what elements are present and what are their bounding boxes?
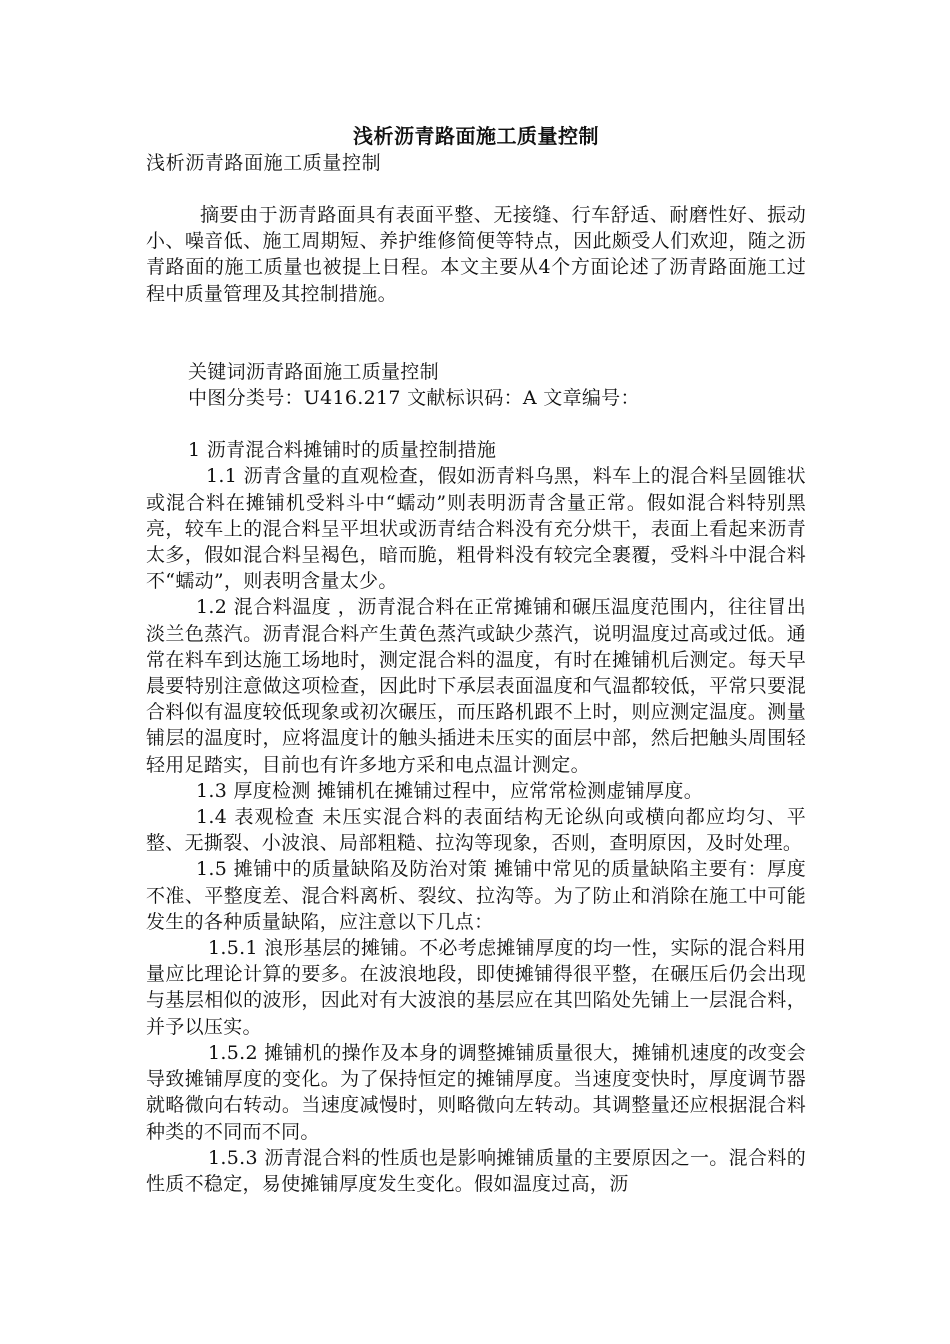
paragraph-1-5-1: 1.5.1 浪形基层的摊铺。不必考虑摊铺厚度的均一性，实际的混合料用量应比理论计算的要多。在波浪地段，即使摊铺得很平整，在碾压后仍会出现与基层相似的波形，因此对有大波浪的基层应在其凹陷处先铺上一层混合料，并予以压实。 <box>146 937 806 1038</box>
paragraph-1-5-3: 1.5.3 沥青混合料的性质也是影响摊铺质量的主要原因之一。混合料的性质不稳定，易使摊铺厚度发生变化。假如温度过高，沥 <box>146 1146 806 1195</box>
document-page <box>146 122 806 1197</box>
classification-line: 中图分类号：U416.217 文献标识码：A 文章编号： <box>188 387 640 410</box>
paragraph-1-3: 1.3 厚度检测 摊铺机在摊铺过程中，应常常检测虚铺厚度。 <box>196 779 703 802</box>
document-title: 浅析沥青路面施工质量控制 <box>353 124 599 148</box>
keywords-line: 关键词沥青路面施工质量控制 <box>188 360 439 383</box>
paragraph-1-4: 1.4 表观检查 未压实混合料的表面结构无论纵向或横向都应均匀、平整、无撕裂、小波浪、局部粗糙、拉沟等现象，否则，查明原因，及时处理。 <box>146 806 806 855</box>
section-heading-1: 1 沥青混合料摊铺时的质量控制措施 <box>188 439 497 462</box>
paragraph-1-5-2: 1.5.2 摊铺机的操作及本身的调整摊铺质量很大，摊铺机速度的改变会导致摊铺厚度的变化。为了保持恒定的摊铺厚度。当速度变快时，厚度调节器就略微向右转动。当速度减慢时，则略微向左转动。其调整量还应根据混合料种类的不同而不同。 <box>146 1041 806 1143</box>
paragraph-1-5: 1.5 摊铺中的质量缺陷及防治对策 摊铺中常见的质量缺陷主要有：厚度不准、平整度差、混合料离析、裂纹、拉沟等。为了防止和消除在施工中可能发生的各种质量缺陷，应注意以下几点： <box>146 858 806 933</box>
abstract-paragraph: 摘要由于沥青路面具有表面平整、无接缝、行车舒适、耐磨性好、振动小、噪音低、施工周期短、养护维修简便等特点，因此颇受人们欢迎，随之沥青路面的施工质量也被提上日程。本文主要从4个方面论述了沥青路面施工过程中质量管理及其控制措施。 <box>146 204 806 305</box>
paragraph-1-1: 1.1 沥青含量的直观检查，假如沥青料乌黑，料车上的混合料呈圆锥状或混合料在摊铺机受料斗中“蠕动”则表明沥青含量正常。假如混合料特别黑亮，较车上的混合料呈平坦状或沥青结合料没有充分烘干，表面上看起来沥青太多，假如混合料呈褐色，暗而脆，粗骨料没有较完全裹覆，受料斗中混合料不“蠕动”，则表明含量太少。 <box>146 465 806 593</box>
document-subtitle: 浅析沥青路面施工质量控制 <box>146 152 382 174</box>
paragraph-1-2: 1.2 混合料温度 ，沥青混合料在正常摊铺和碾压温度范围内，往往冒出淡兰色蒸汽。沥青混合料产生黄色蒸汽或缺少蒸汽，说明温度过高或过低。通常在料车到达施工场地时，测定混合料的温度，有时在摊铺机后测定。每天早晨要特别注意做这项检查，因此时下承层表面温度和气温都较低，平常只要混合料似有温度较低现象或初次碾压，而压路机跟不上时，则应测定温度。测量铺层的温度时，应将温度计的触头插进未压实的面层中部，然后把触头周围轻轻用足踏实，目前也有许多地方采和电点温计测定。 <box>146 596 806 776</box>
